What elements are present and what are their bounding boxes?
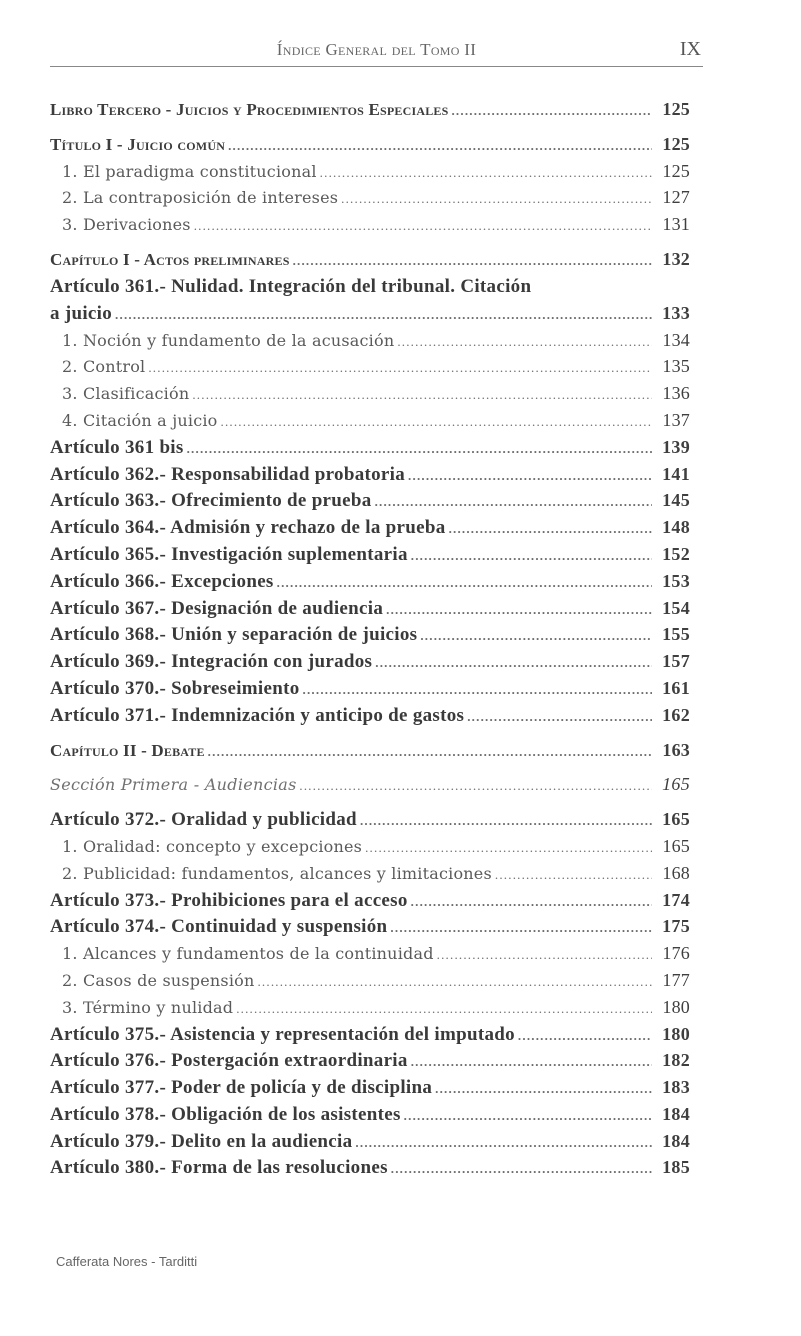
entry-label: Artículo 368.- Unión y separación de juicios	[50, 624, 418, 646]
entry-page: 154	[662, 597, 690, 618]
entry-page: 180	[662, 996, 690, 1017]
dot-leader	[397, 329, 652, 356]
entry-page: 183	[662, 1077, 690, 1098]
toc-entry-article-372[interactable]	[50, 806, 690, 833]
dot-leader	[360, 808, 652, 835]
dot-leader	[355, 1130, 652, 1157]
toc-subentry[interactable]	[50, 994, 690, 1021]
entry-page: 184	[662, 1130, 690, 1151]
dot-leader	[303, 677, 652, 704]
dot-leader	[300, 773, 652, 800]
dot-leader	[293, 248, 652, 275]
entry-label-line1: Artículo 361.- Nulidad. Integración del tribunal. Citación	[50, 275, 532, 297]
entry-page: 136	[662, 383, 690, 404]
entry-page: 165	[662, 774, 690, 795]
entry-label: Artículo 376.- Postergación extraordinaria	[50, 1050, 408, 1072]
entry-page: 148	[662, 517, 690, 538]
dot-leader	[277, 570, 652, 597]
dot-leader	[341, 186, 652, 213]
toc-subentry[interactable]	[50, 940, 690, 967]
toc-entry-article[interactable]	[50, 541, 690, 568]
dot-leader	[391, 1156, 652, 1183]
entry-page: 145	[662, 490, 690, 511]
toc-entry-libro[interactable]	[50, 96, 690, 123]
entry-label: Artículo 378.- Obligación de los asistentes	[50, 1103, 401, 1125]
entry-label: Título I - Juicio común	[50, 134, 226, 154]
dot-leader	[411, 889, 652, 916]
toc-subentry[interactable]	[50, 327, 690, 354]
entry-page: 165	[662, 835, 690, 856]
entry-label: Artículo 365.- Investigación suplementaria	[50, 543, 408, 565]
entry-label: Artículo 367.- Designación de audiencia	[50, 597, 384, 619]
dot-leader	[236, 996, 652, 1023]
entry-label: Artículo 372.- Oralidad y publicidad	[50, 809, 357, 831]
toc-entry-article[interactable]	[50, 1047, 690, 1074]
entry-page: 127	[662, 187, 690, 208]
dot-leader	[221, 409, 653, 436]
toc-entry-capitulo-2[interactable]	[50, 737, 690, 764]
entry-label: Artículo 369.- Integración con jurados	[50, 651, 373, 673]
entry-label: Artículo 380.- Forma de las resoluciones	[50, 1157, 388, 1179]
entry-page: 165	[662, 809, 690, 830]
entry-label: Capítulo II - Debate	[50, 740, 205, 760]
entry-label: Artículo 375.- Asistencia y representación del imputado	[50, 1023, 515, 1045]
entry-label-line2: a juicio	[50, 302, 113, 324]
entry-page: 131	[662, 214, 690, 235]
toc-subentry[interactable]	[50, 833, 690, 860]
dot-leader	[375, 650, 652, 677]
toc-entry-article[interactable]	[50, 487, 690, 514]
entry-page: 184	[662, 1103, 690, 1124]
dot-leader	[365, 835, 652, 862]
dot-leader	[148, 355, 652, 382]
toc-entry-article[interactable]	[50, 1021, 690, 1048]
entry-label: Artículo 366.- Excepciones	[50, 570, 274, 592]
page-number: IX	[679, 38, 701, 60]
dot-leader	[411, 543, 652, 570]
entry-page: 125	[662, 160, 690, 181]
entry-label: 2. Publicidad: fundamentos, alcances y limitaciones	[62, 863, 492, 883]
toc-subentry[interactable]	[50, 967, 690, 994]
running-header	[50, 36, 703, 66]
header-rule	[50, 66, 703, 67]
toc-entry-article-374[interactable]	[50, 913, 690, 940]
entry-page: 125	[662, 133, 690, 154]
entry-label: 3. Clasificación	[62, 384, 190, 404]
entry-page: 153	[662, 570, 690, 591]
dot-leader	[320, 160, 652, 187]
toc-entry-seccion-primera[interactable]	[50, 771, 690, 798]
entry-page: 175	[662, 916, 690, 937]
entry-label: Artículo 361 bis	[50, 436, 184, 458]
toc-subentry[interactable]	[50, 380, 690, 407]
dot-leader	[437, 942, 652, 969]
dot-leader	[435, 1076, 652, 1103]
entry-label: 1. Alcances y fundamentos de la continuidad	[62, 944, 434, 964]
entry-page: 180	[662, 1023, 690, 1044]
dot-leader	[390, 915, 652, 942]
entry-label: Artículo 371.- Indemnización y anticipo de gastos	[50, 704, 465, 726]
entry-page: 141	[662, 463, 690, 484]
entry-label: Artículo 370.- Sobreseimiento	[50, 677, 300, 699]
toc-entry-titulo[interactable]	[50, 131, 690, 158]
table-of-contents	[50, 96, 690, 1181]
entry-label: Libro Tercero - Juicios y Procedimientos Especiales	[50, 100, 449, 119]
toc-entry-article[interactable]	[50, 461, 690, 488]
entry-page: 139	[662, 436, 690, 457]
entry-label: 4. Citación a juicio	[62, 410, 218, 430]
dot-leader	[386, 597, 652, 624]
entry-label: Artículo 377.- Poder de policía y de disciplina	[50, 1077, 433, 1099]
entry-label: Sección Primera - Audiencias	[50, 775, 297, 795]
entry-page: 133	[662, 302, 690, 323]
entry-page: 161	[662, 677, 690, 698]
entry-page: 174	[662, 889, 690, 910]
entry-label: 2. Casos de suspensión	[62, 970, 255, 990]
toc-entry-article-373[interactable]	[50, 887, 690, 914]
toc-entry-article[interactable]	[50, 1101, 690, 1128]
entry-page: 157	[662, 651, 690, 672]
dot-leader	[257, 969, 652, 996]
toc-subentry[interactable]	[50, 184, 690, 211]
entry-label: Capítulo I - Actos preliminares	[50, 249, 290, 269]
entry-page: 137	[662, 409, 690, 430]
entry-page: 182	[662, 1050, 690, 1071]
dot-leader	[451, 98, 652, 125]
dot-leader	[449, 516, 652, 543]
dot-leader	[375, 489, 652, 516]
toc-entry-capitulo-1[interactable]	[50, 246, 690, 273]
dot-leader	[518, 1023, 652, 1050]
entry-label: Artículo 364.- Admisión y rechazo de la prueba	[50, 517, 446, 539]
entry-label: Artículo 373.- Prohibiciones para el acceso	[50, 889, 408, 911]
entry-page: 155	[662, 624, 690, 645]
entry-page: 132	[662, 248, 690, 269]
toc-subentry[interactable]	[50, 158, 690, 185]
entry-page: 163	[662, 739, 690, 760]
entry-page: 125	[662, 99, 690, 119]
entry-page: 177	[662, 969, 690, 990]
entry-label: 2. Control	[62, 357, 146, 377]
toc-entry-article[interactable]	[50, 1128, 690, 1155]
toc-subentry[interactable]	[50, 860, 690, 887]
entry-label: 1. Oralidad: concepto y excepciones	[62, 836, 363, 856]
toc-entry-article[interactable]	[50, 702, 690, 729]
dot-leader	[404, 1103, 652, 1130]
dot-leader	[115, 302, 652, 329]
entry-page: 162	[662, 704, 690, 725]
entry-label: 3. Derivaciones	[62, 215, 191, 235]
entry-label: Artículo 362.- Responsabilidad probatoria	[50, 463, 406, 485]
entry-page: 185	[662, 1157, 690, 1178]
entry-label: 1. El paradigma constitucional	[62, 161, 317, 181]
entry-page: 168	[662, 862, 690, 883]
dot-leader	[194, 213, 652, 240]
running-title: Índice General del Tomo II	[276, 40, 477, 59]
toc-entry-article[interactable]	[50, 514, 690, 541]
entry-page: 134	[662, 329, 690, 350]
dot-leader	[495, 862, 652, 889]
dot-leader	[192, 382, 652, 409]
entry-label: 3. Término y nulidad	[62, 997, 234, 1017]
dot-leader	[208, 739, 652, 766]
toc-entry-article[interactable]	[50, 621, 690, 648]
toc-subentry[interactable]	[50, 353, 690, 380]
toc-entry-article[interactable]	[50, 434, 690, 461]
toc-subentry[interactable]	[50, 211, 690, 238]
entry-label: 2. La contraposición de intereses	[62, 188, 339, 208]
dot-leader	[411, 1049, 652, 1076]
toc-entry-article-361[interactable]	[50, 273, 690, 327]
entry-label: Artículo 379.- Delito en la audiencia	[50, 1130, 353, 1152]
toc-entry-article[interactable]	[50, 595, 690, 622]
entry-page: 176	[662, 943, 690, 964]
dot-leader	[420, 623, 652, 650]
toc-subentry[interactable]	[50, 407, 690, 434]
entry-label: 1. Noción y fundamento de la acusación	[62, 330, 395, 350]
footer-authors: Cafferata Nores - Tarditti	[56, 1254, 198, 1269]
toc-entry-article[interactable]	[50, 1154, 690, 1181]
entry-page: 152	[662, 543, 690, 564]
toc-entry-article[interactable]	[50, 648, 690, 675]
entry-page: 135	[662, 356, 690, 377]
toc-entry-article[interactable]	[50, 1074, 690, 1101]
dot-leader	[408, 463, 652, 490]
entry-label: Artículo 363.- Ofrecimiento de prueba	[50, 490, 372, 512]
entry-label: Artículo 374.- Continuidad y suspensión	[50, 916, 388, 938]
dot-leader	[187, 436, 652, 463]
toc-entry-article[interactable]	[50, 568, 690, 595]
dot-leader	[228, 133, 652, 160]
dot-leader	[467, 704, 652, 731]
toc-entry-article[interactable]	[50, 675, 690, 702]
